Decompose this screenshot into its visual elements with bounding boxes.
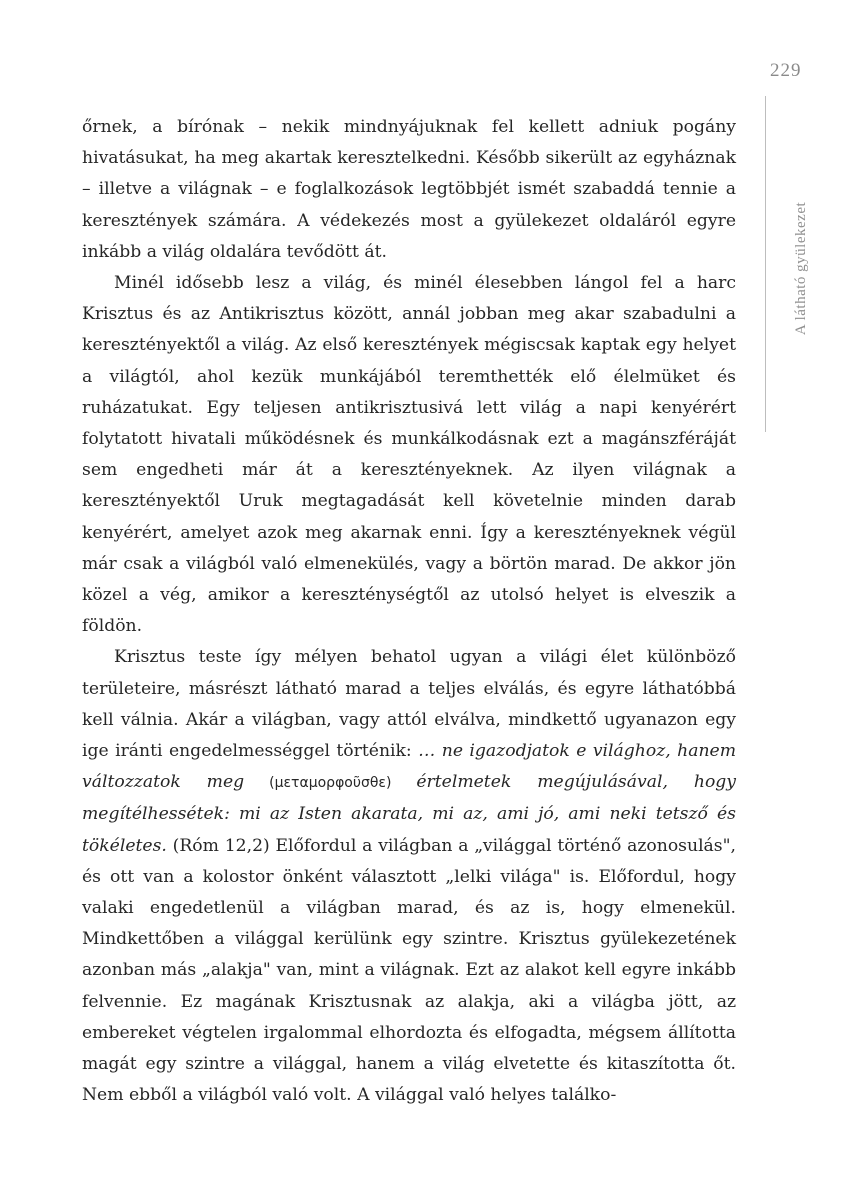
running-header <box>792 108 812 428</box>
paragraph-3-text-a: Krisztus teste így mélyen behatol ugyan a világi élet különböző területeire, másrészt látható marad a teljes elválás, és egyre láthatóbbá kell válnia. Akár a világban, vagy attól elválva, mindkettő ugyanazon egy ige iránti engedelmességgel történik: <box>82 647 736 762</box>
paragraph-3 <box>82 642 736 1111</box>
greek-term: (μεταμορφοῦσθε) <box>244 775 417 792</box>
running-header-title: A látható gyülekezet <box>793 201 810 335</box>
paragraph-3-text-b: (Róm 12,2) Előfordul a világban a „világgal történő azonosulás", és ott van a kolostor önként választott „lelki világa" is. Előfordul, hogy valaki engedetlenül a világban marad, és az is, hogy elmenekül. Mindkettőben a világgal kerülünk egy szintre. Krisztus gyülekezetének azonban más „alakja" van, mint a világnak. Ezt az alakot kell egyre inkább felvennie. Ez magának Krisztusnak az alakja, aki a világba jött, az embereket végtelen irgalommal elhordozta és elfogadta, mégsem állította magát egy szintre a világgal, hanem a világ elvetette és kitaszította őt. Nem ebből a világból való volt. A világgal való helyes találko- <box>82 835 736 1106</box>
header-divider <box>765 96 766 432</box>
paragraph-1: őrnek, a bírónak – nekik mindnyájuknak fel kellett adniuk pogány hivatásukat, ha meg akartak keresztelkedni. Később sikerült az egyháznak – illetve a világnak – e foglalkozások legtöbbjét ismét szabaddá tennie a keresztények számára. A védekezés most a gyülekezet oldaláról egyre inkább a világ oldalára tevődött át. <box>82 117 736 262</box>
paragraph-2: Minél idősebb lesz a világ, és minél élesebben lángol fel a harc Krisztus és az Antikrisztus között, annál jobban meg akar szabadulni a keresztényektől a világ. Az első keresztények mégiscsak kaptak egy helyet a világtól, ahol kezük munkájából teremthették elő élelmüket és ruházatukat. Egy teljesen antikrisztusivá lett világ a napi kenyérért folytatott hivatali működésnek és munkálkodásnak ezt a magánszféráját sem engedheti már át a keresztényeknek. Az ilyen világnak a keresztényektől Uruk megtagadását kell követelnie minden darab kenyérért, amelyet azok meg akarnak enni. Így a keresztényeknek végül már csak a világból való elmenekülés, vagy a börtön marad. De akkor jön közel a vég, amikor a kereszténységtől az utolsó helyet is elveszik a földön. <box>82 273 736 637</box>
bible-quote-2: értelmetek megújulásával, hogy megítélhessétek: mi az Isten akarata, mi az, ami jó, ami neki tetsző és tökéletes. <box>82 772 737 856</box>
body-text <box>82 112 736 1112</box>
bible-quote-1: … ne igazodjatok e világhoz, hanem változzatok meg <box>82 741 736 793</box>
page-number: 229 <box>770 60 802 81</box>
